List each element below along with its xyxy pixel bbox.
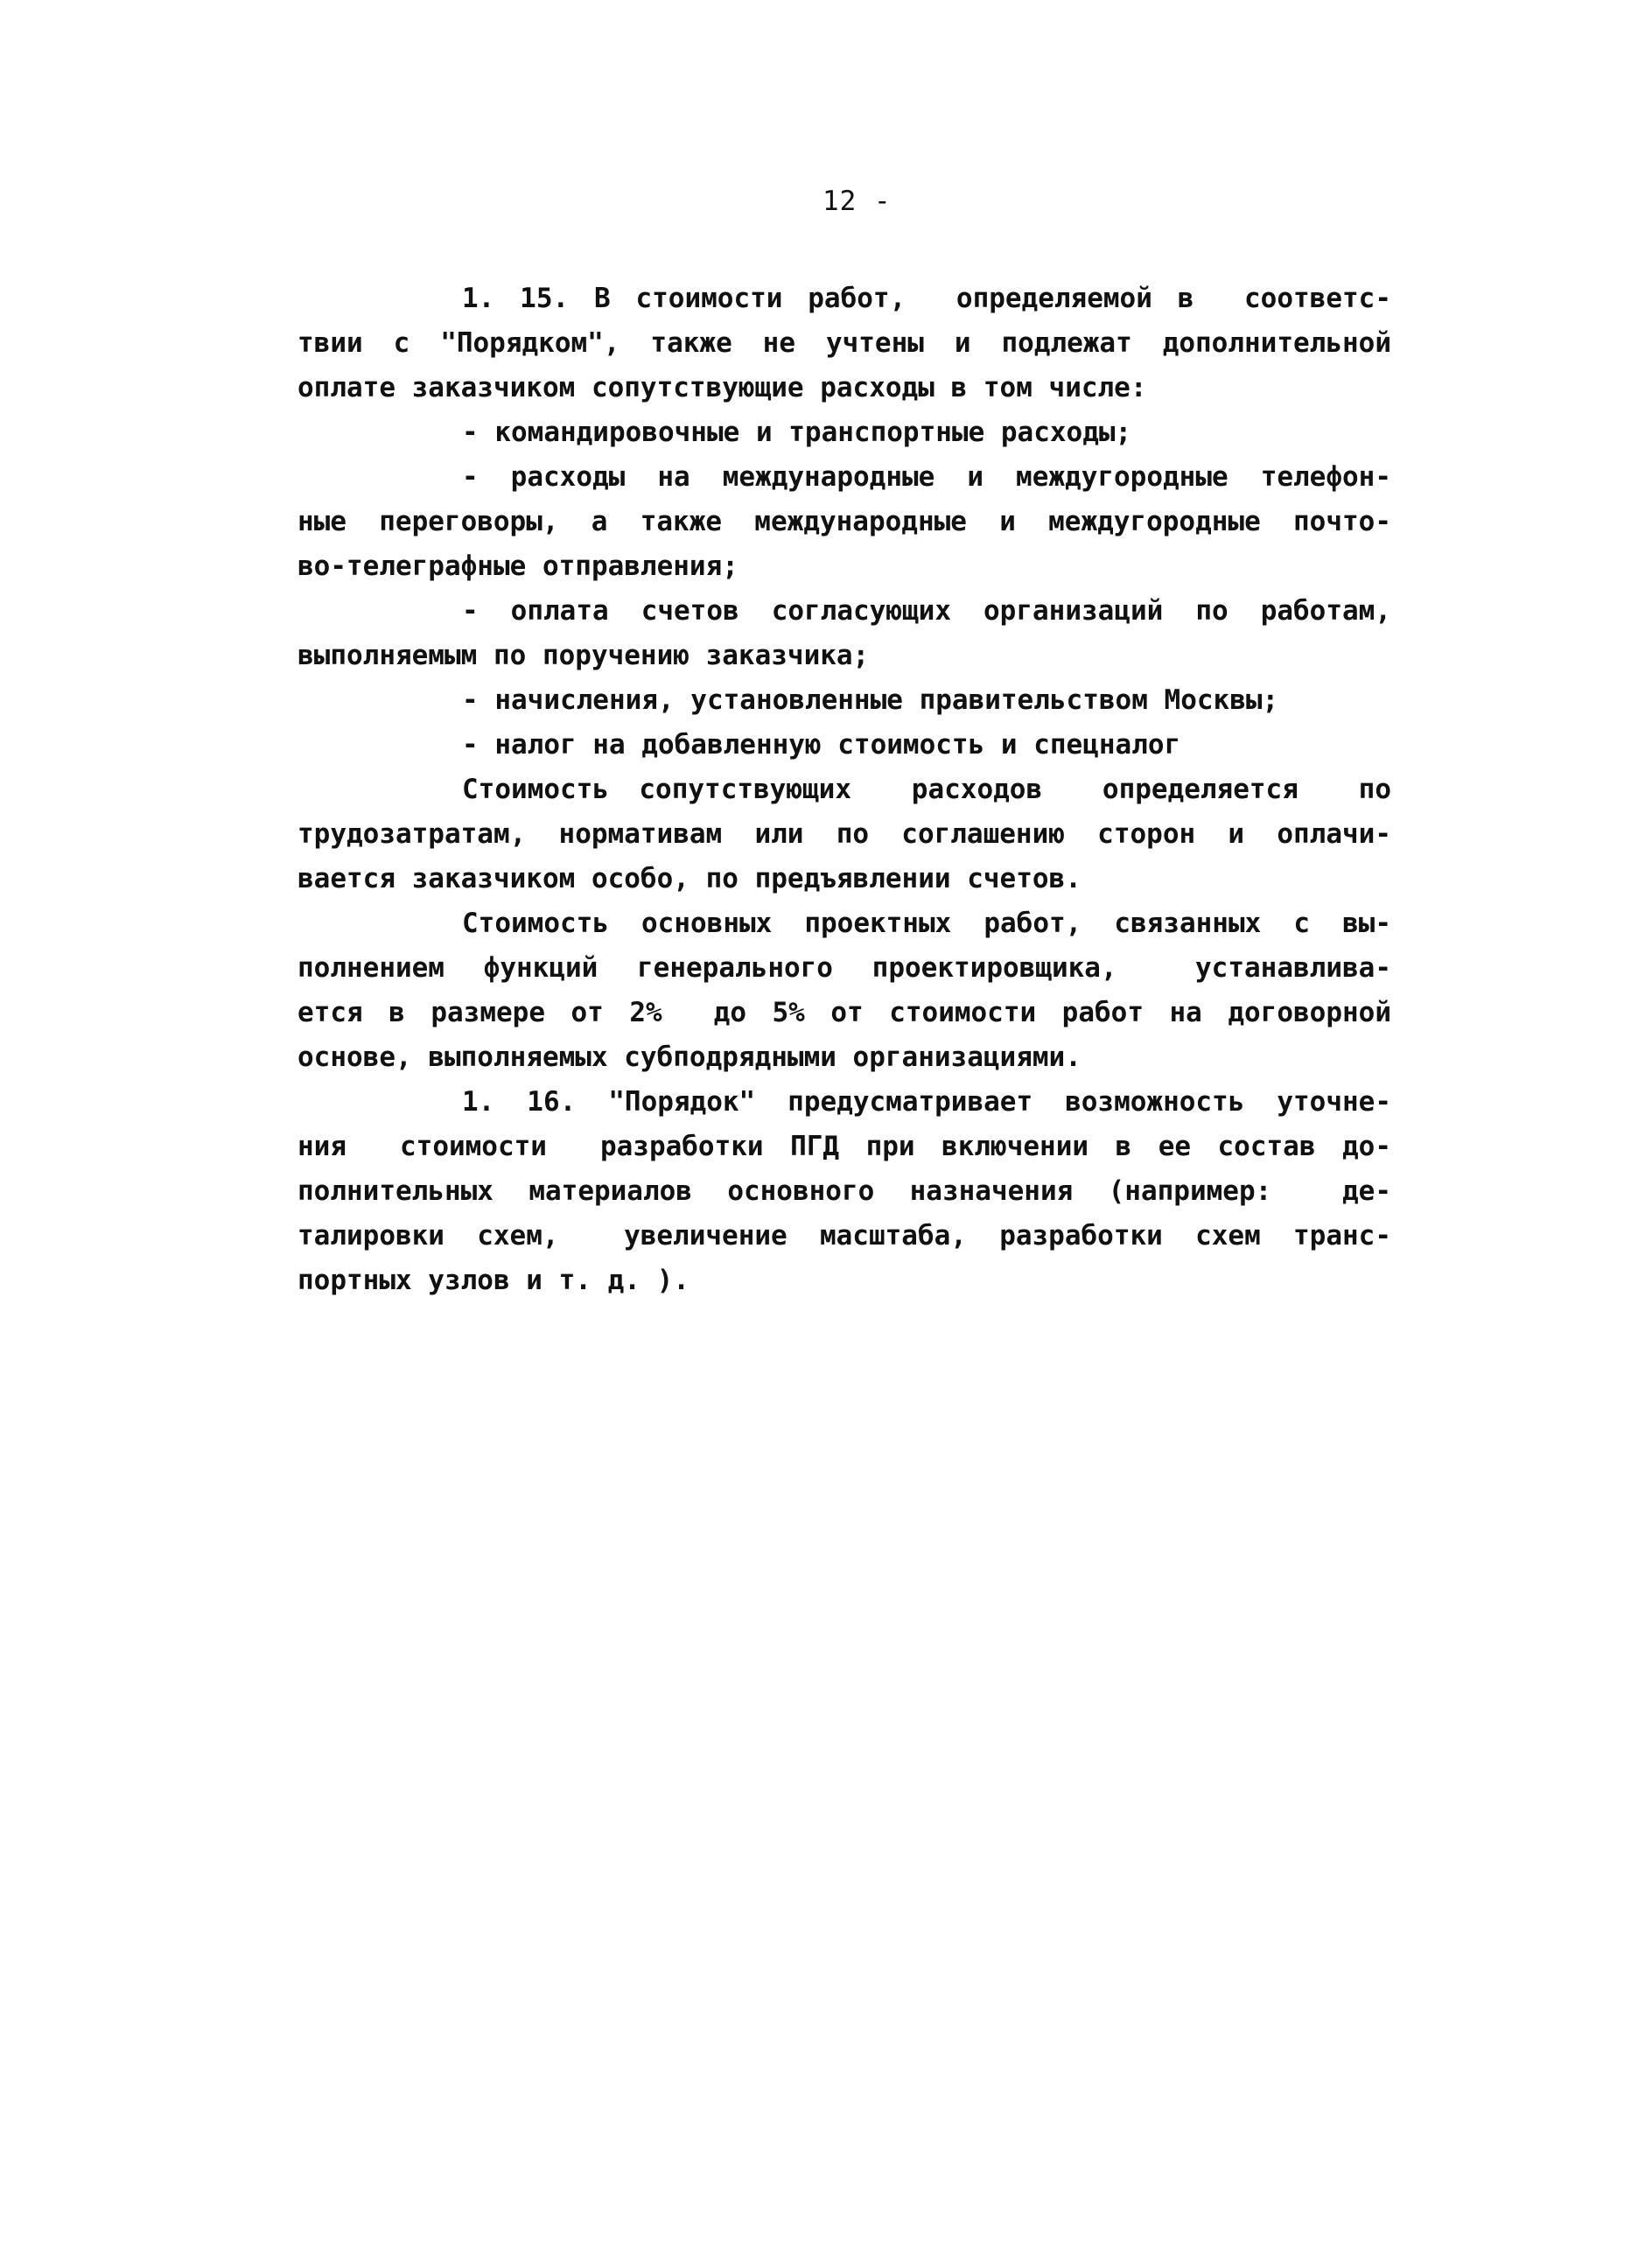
- text-line: полнением функций генерального проектировщика, устанавлива-: [298, 952, 1391, 984]
- text-line: талировки схем, увеличение масштаба, разработки схем транс-: [298, 1220, 1391, 1252]
- text-line: ется в размере от 2% до 5% от стоимости работ на договорной: [298, 997, 1391, 1028]
- body-text: [298, 277, 1391, 1303]
- text-line: вается заказчиком особо, по предъявлении счетов.: [298, 863, 1082, 894]
- text-line: - начисления, установленные правительством Москвы;: [462, 684, 1279, 716]
- text-line: основе, выполняемых субподрядными организациями.: [298, 1041, 1082, 1073]
- text-line: 1. 15. В стоимости работ, определяемой в соответс-: [462, 283, 1391, 314]
- text-line: Стоимость сопутствующих расходов определяется по: [462, 774, 1391, 805]
- text-line: Стоимость основных проектных работ, связанных с вы-: [462, 908, 1391, 939]
- text-line: оплате заказчиком сопутствующие расходы в том числе:: [298, 372, 1147, 403]
- page-number: 12 -: [822, 186, 892, 217]
- text-line: трудозатратам, нормативам или по соглашению сторон и оплачи-: [298, 818, 1391, 850]
- text-line: - оплата счетов согласующих организаций по работам,: [462, 595, 1391, 627]
- text-line: 1. 16. "Порядок" предусматривает возможность уточне-: [462, 1086, 1391, 1118]
- text-line: - командировочные и транспортные расходы;: [462, 417, 1132, 448]
- text-line: - расходы на международные и междугородные телефон-: [462, 461, 1391, 493]
- text-line: ные переговоры, а также международные и междугородные почто-: [298, 506, 1391, 537]
- text-line: - налог на добавленную стоимость и спецналог: [462, 729, 1181, 761]
- text-line: выполняемым по поручению заказчика;: [298, 640, 870, 671]
- text-line: твии с "Порядком", также не учтены и подлежат дополнительной: [298, 327, 1391, 359]
- text-line: ния стоимости разработки ПГД при включении в ее состав до-: [298, 1131, 1391, 1162]
- text-line: портных узлов и т. д. ).: [298, 1265, 690, 1296]
- text-line: во-телеграфные отправления;: [298, 550, 738, 582]
- text-line: полнительных материалов основного назначения (например: де-: [298, 1175, 1391, 1207]
